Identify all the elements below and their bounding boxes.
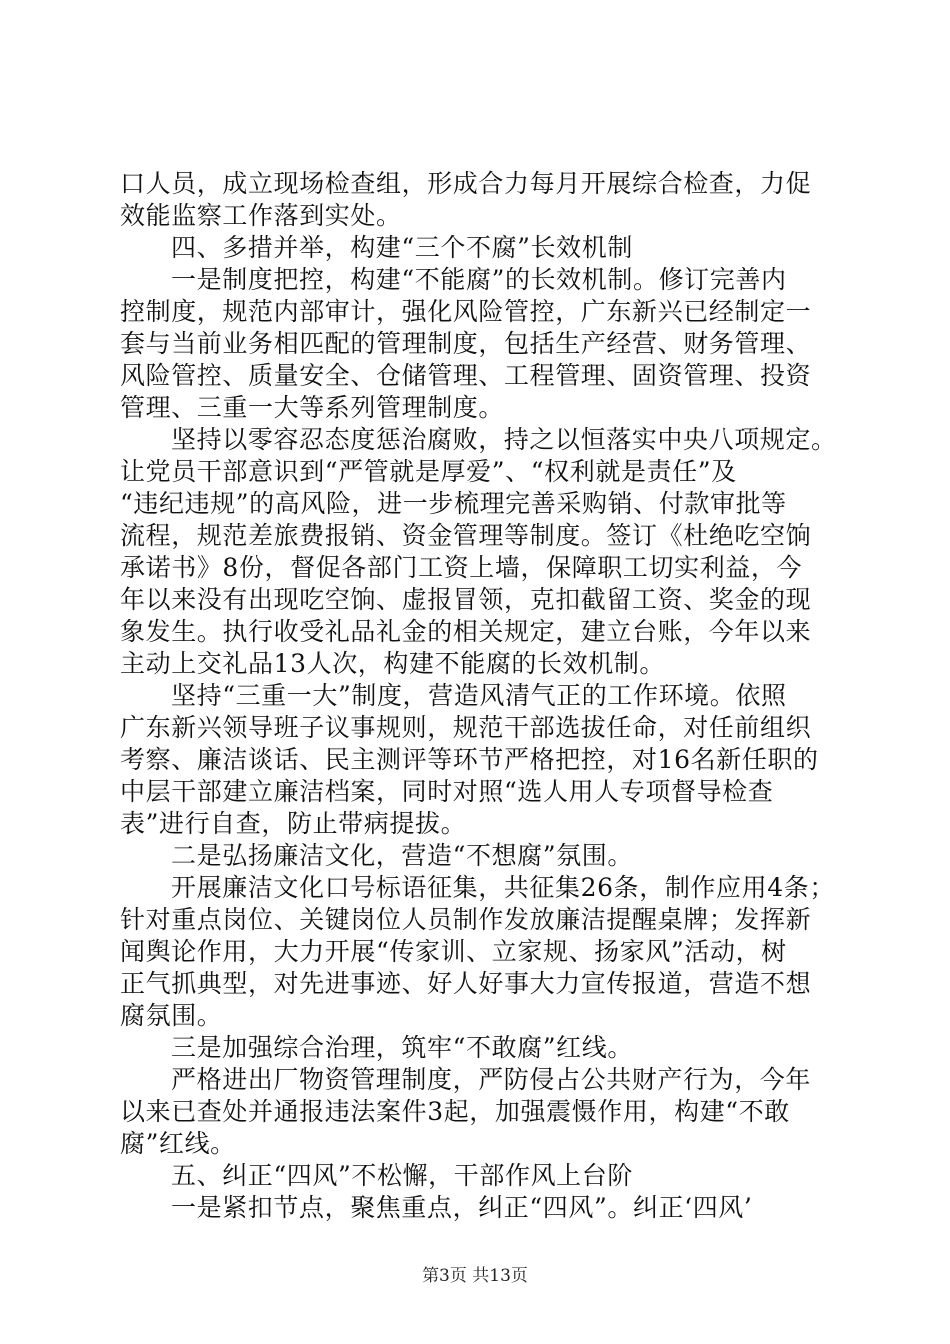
- page-footer: [0, 1265, 950, 1287]
- text-line: 控制度，规范内部审计，强化风险管控，广东新兴已经制定一: [120, 297, 812, 326]
- text-line: 让党员干部意识到“严管就是厚爱”、“权利就是责任”及: [120, 457, 737, 486]
- text-line: 坚持“三重一大”制度，营造风清气正的工作环境。依照: [171, 681, 787, 710]
- text-line: 管理、三重一大等系列管理制度。: [120, 393, 505, 422]
- page-number-label: 第3页 共13页: [422, 1266, 528, 1286]
- text-line: 腐氛围。: [120, 1001, 223, 1030]
- text-line: 口人员，成立现场检查组，形成合力每月开展综合检查，力促: [120, 169, 812, 198]
- text-line: 一是紧扣节点，聚焦重点，纠正“四风”。纠正‘四风’: [171, 1193, 753, 1222]
- text-line: 中层干部建立廉洁档案，同时对照“选人用人专项督导检查: [120, 777, 774, 806]
- text-line: 套与当前业务相匹配的管理制度，包括生产经营、财务管理、: [120, 329, 812, 358]
- text-line: 效能监察工作落到实处。: [120, 201, 402, 230]
- text-line: 闻舆论作用，大力开展“传家训、立家规、扬家风”活动，树: [120, 937, 787, 966]
- text-line: 广东新兴领导班子议事规则，规范干部选拔任命，对任前组织: [120, 713, 812, 742]
- text-line: 主动上交礼品13人次，构建不能腐的长效机制。: [120, 649, 666, 678]
- text-line: 年以来没有出现吃空饷、虚报冒领，克扣截留工资、奖金的现: [120, 585, 812, 614]
- text-line: 腐”红线。: [120, 1129, 236, 1158]
- section-heading: 五、纠正“四风”不松懈，干部作风上台阶: [171, 1161, 633, 1190]
- text-line: 坚持以零容忍态度惩治腐败，持之以恒落实中央八项规定。: [171, 425, 837, 454]
- text-line: 正气抓典型，对先进事迹、好人好事大力宣传报道，营造不想: [120, 969, 812, 998]
- subsection-heading: 三是加强综合治理，筑牢“不敢腐”红线。: [171, 1033, 633, 1062]
- section-heading: 四、多措并举，构建“三个不腐”长效机制: [171, 233, 633, 262]
- text-line: 风险管控、质量安全、仓储管理、工程管理、固资管理、投资: [120, 361, 812, 390]
- text-line: 开展廉洁文化口号标语征集，共征集26条，制作应用4条；: [171, 873, 835, 902]
- text-line: 考察、廉洁谈话、民主测评等环节严格把控，对16名新任职的: [120, 745, 819, 774]
- subsection-heading: 二是弘扬廉洁文化，营造“不想腐”氛围。: [171, 841, 633, 870]
- text-line: 严格进出厂物资管理制度，严防侵占公共财产行为，今年: [171, 1065, 812, 1094]
- text-line: 表”进行自查，防止带病提拔。: [120, 809, 467, 838]
- text-line: 流程，规范差旅费报销、资金管理等制度。签订《杜绝吃空饷: [120, 521, 812, 550]
- text-line: “违纪违规”的高风险，进一步梳理完善采购销、付款审批等: [120, 489, 787, 518]
- text-line: 象发生。执行收受礼品礼金的相关规定，建立台账，今年以来: [120, 617, 812, 646]
- text-line: 一是制度把控，构建“不能腐”的长效机制。修订完善内: [171, 265, 787, 294]
- text-line: 承诺书》8份，督促各部门工资上墙，保障职工切实利益，今: [120, 553, 803, 582]
- text-line: 以来已查处并通报违法案件3起，加强震慑作用，构建“不敢: [120, 1097, 790, 1126]
- text-line: 针对重点岗位、关键岗位人员制作发放廉洁提醒桌牌；发挥新: [120, 905, 812, 934]
